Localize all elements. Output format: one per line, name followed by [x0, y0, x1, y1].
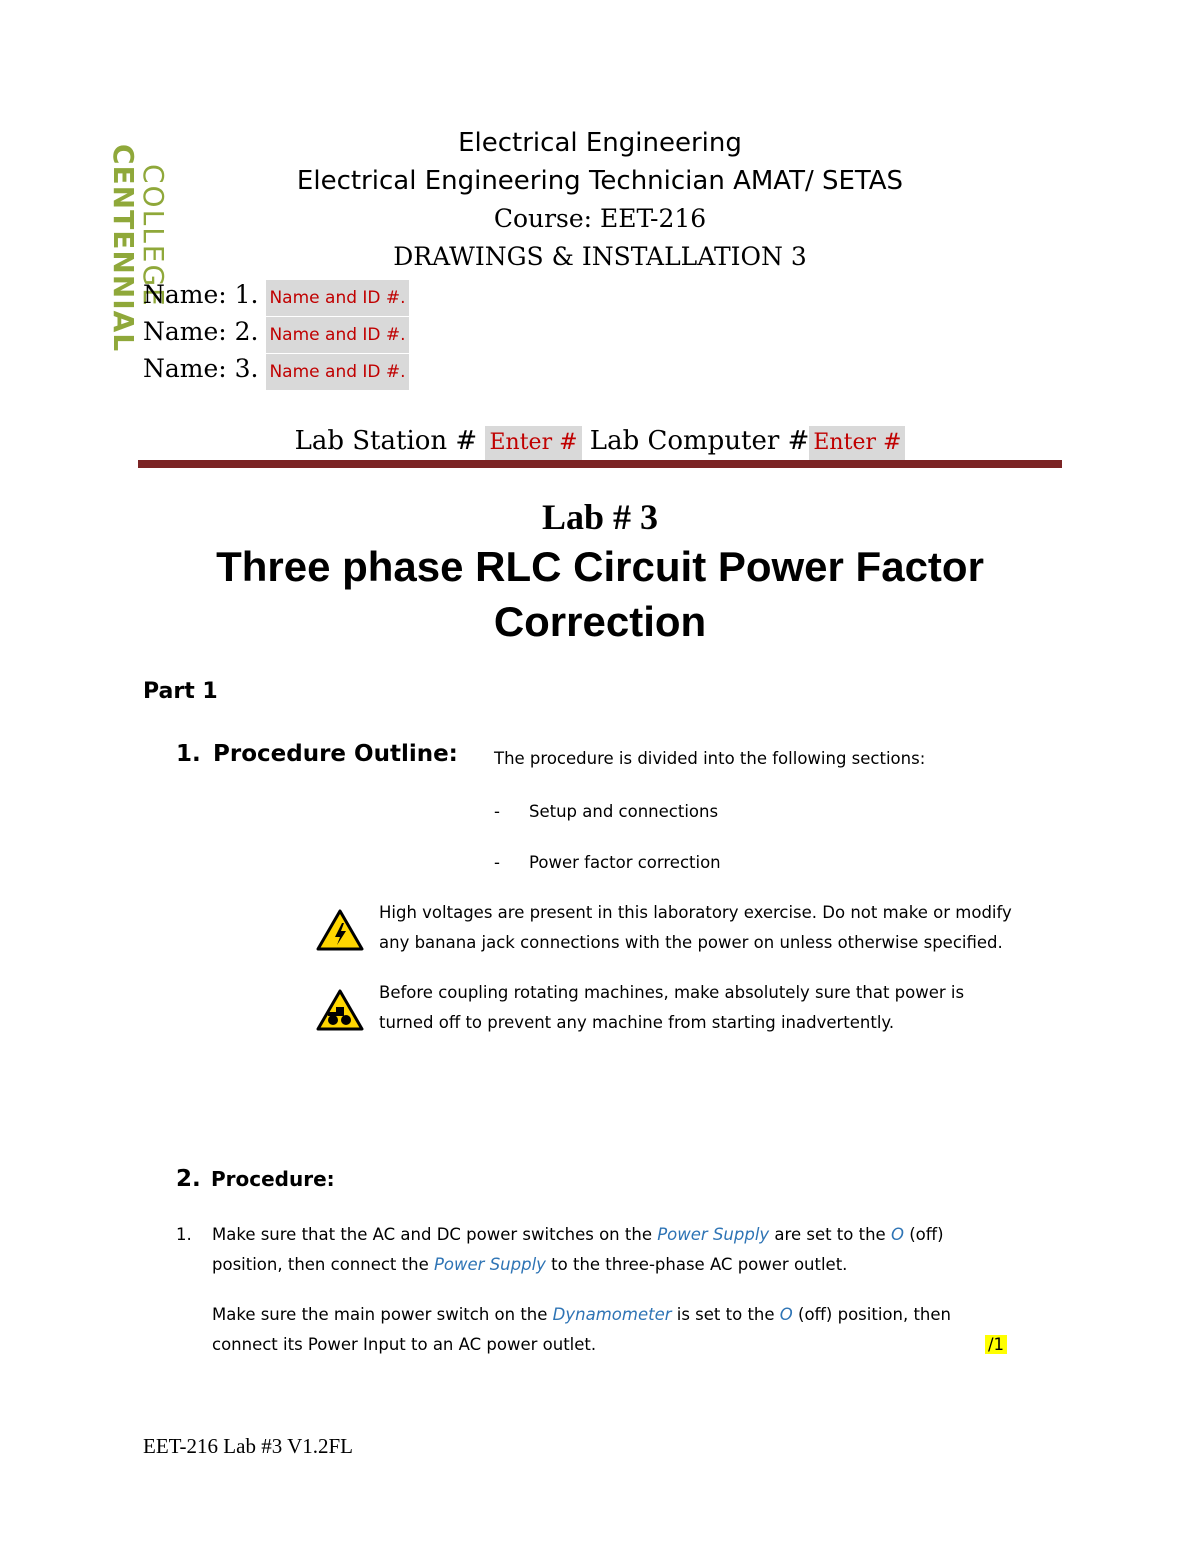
- course-code: Course: EET-216: [493, 204, 707, 233]
- off-symbol: O: [890, 1225, 904, 1244]
- outline-number: 1.: [176, 741, 201, 767]
- off-symbol: O: [779, 1305, 793, 1324]
- text-run: position, then connect the: [212, 1255, 434, 1274]
- rotating-machinery-warning-icon: [316, 989, 364, 1031]
- rotating-warning-line-2: turned off to prevent any machine from starting inadvertently.: [379, 1013, 895, 1032]
- name-field-2[interactable]: Name and ID #.: [266, 317, 408, 353]
- power-supply-term: Power Supply: [657, 1225, 770, 1244]
- text-run: are set to the: [769, 1225, 891, 1244]
- logo-line-college: COLLEGE: [137, 164, 170, 308]
- page-footer: EET-216 Lab #3 V1.2FL: [143, 1434, 353, 1458]
- high-voltage-warning-line-1: High voltages are present in this laboratory exercise. Do not make or modify: [379, 903, 1012, 922]
- high-voltage-warning-line-2: any banana jack connections with the power on unless otherwise specified.: [379, 933, 1003, 952]
- department-title: Electrical Engineering: [458, 128, 742, 158]
- lab-computer-field[interactable]: Enter #: [809, 426, 905, 460]
- outline-bullet: -: [494, 853, 500, 872]
- name-row-3: [143, 353, 409, 390]
- text-run: to the three-phase AC power outlet.: [545, 1255, 848, 1274]
- text-run: is set to the: [671, 1305, 780, 1324]
- marks-badge: [985, 1330, 1007, 1360]
- program-title: Electrical Engineering Technician AMAT/ SETAS: [296, 166, 904, 196]
- lab-number: Lab # 3: [541, 497, 659, 537]
- step-1-line-3: [212, 1300, 951, 1330]
- lab-computer-label: Lab Computer #: [589, 426, 810, 456]
- text-run: Make sure the main power switch on the: [212, 1305, 553, 1324]
- procedure-heading: Procedure:: [211, 1167, 335, 1191]
- text-run: (off): [903, 1225, 944, 1244]
- name-row-1: [143, 279, 409, 316]
- power-supply-term: Power Supply: [433, 1255, 546, 1274]
- step-number: 1.: [176, 1225, 192, 1244]
- high-voltage-warning-icon: [316, 909, 364, 951]
- text-run: Make sure that the AC and DC power switches on the: [212, 1225, 658, 1244]
- name-label: Name: 3.: [143, 354, 259, 383]
- step-1-line-2: [212, 1250, 847, 1280]
- rotating-warning-line-1: Before coupling rotating machines, make absolutely sure that power is: [379, 983, 965, 1002]
- part-heading: Part 1: [143, 679, 218, 704]
- lab-title-line-2: Correction: [493, 598, 707, 645]
- lab-title: [150, 539, 1050, 649]
- logo-line-centennial: CENTENNIAL: [107, 144, 140, 353]
- outline-item-pf: Power factor correction: [529, 853, 721, 872]
- outline-heading: Procedure Outline:: [213, 741, 458, 767]
- name-row-2: [143, 316, 409, 353]
- text-run: (off) position, then: [792, 1305, 951, 1324]
- procedure-number: 2.: [176, 1166, 201, 1192]
- outline-intro: The procedure is divided into the following sections:: [494, 749, 926, 768]
- lab-station-field[interactable]: Enter #: [485, 426, 581, 460]
- outline-item-setup: Setup and connections: [529, 802, 719, 821]
- outline-bullet: -: [494, 802, 500, 821]
- dynamometer-term: Dynamometer: [552, 1305, 672, 1324]
- header-divider: [138, 460, 1062, 468]
- step-1-line-4: connect its Power Input to an AC power outlet.: [212, 1335, 597, 1354]
- name-field-1[interactable]: Name and ID #.: [266, 280, 408, 316]
- marks-value: /1: [985, 1335, 1007, 1354]
- name-field-3[interactable]: Name and ID #.: [266, 354, 408, 390]
- name-label: Name: 1.: [143, 280, 259, 309]
- lab-title-line-1: Three phase RLC Circuit Power Factor: [216, 543, 984, 590]
- course-title: DRAWINGS & INSTALLATION 3: [393, 242, 807, 271]
- lab-station-row: [0, 424, 1200, 460]
- step-1-line-1: [212, 1220, 944, 1250]
- name-label: Name: 2.: [143, 317, 259, 346]
- lab-station-label: Lab Station #: [294, 426, 478, 456]
